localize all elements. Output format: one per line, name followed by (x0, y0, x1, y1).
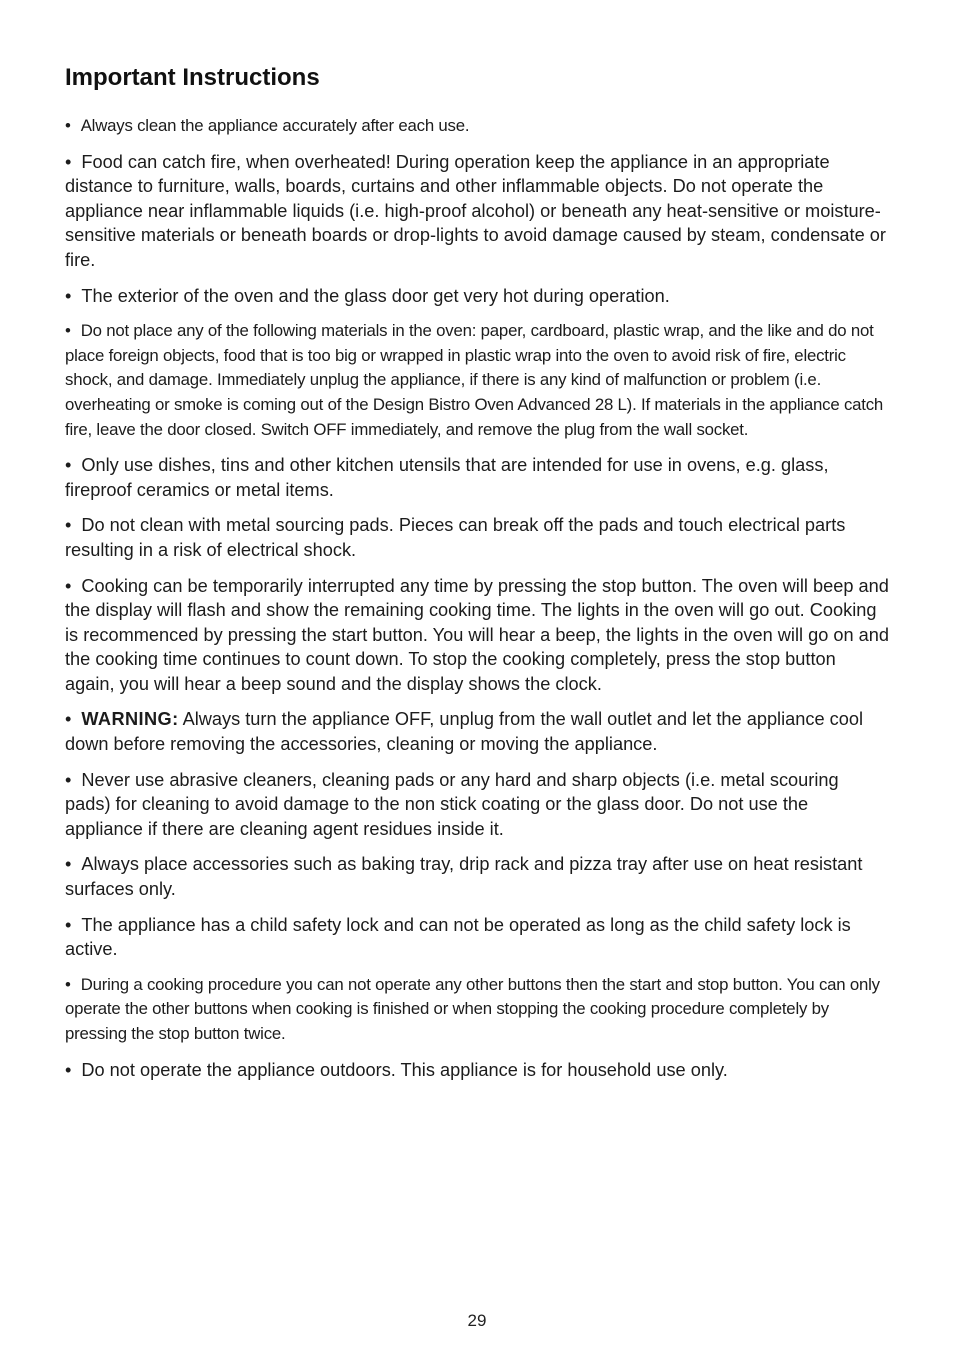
warning-text: Always turn the appliance OFF, unplug from the wall outlet and let the appliance cool down before removing the accessories, cleaning or moving the appliance. (65, 709, 863, 755)
list-item-text: Cooking can be temporarily interrupted any time by pressing the stop button. The oven will beep and the display will flash and show the remaining cooking time. The lights in the oven will go out. Cooking is recommenced by pressing the start button. You will hear a beep, the lights in the oven will go on and the cooking time continues to count down. To stop the cooking completely, press the stop button again, you will hear a beep sound and the display shows the clock. (65, 575, 889, 694)
bullet-marker: • (65, 709, 72, 730)
list-item (65, 852, 889, 901)
bullet-marker: • (65, 854, 72, 875)
list-item (65, 114, 889, 139)
list-item-text: Do not operate the appliance outdoors. This appliance is for household use only. (81, 1059, 728, 1080)
bullet-marker: • (65, 455, 72, 476)
list-item (65, 513, 889, 562)
list-item (65, 1058, 889, 1083)
bullet-marker: • (65, 914, 72, 935)
list-item-text: The appliance has a child safety lock and can not be operated as long as the child safety lock is active. (65, 914, 851, 960)
page-number: 29 (467, 1311, 487, 1330)
list-item-text: Only use dishes, tins and other kitchen utensils that are intended for use in ovens, e.g. glass, fireproof ceramics or metal items. (65, 455, 829, 500)
bullet-marker: • (65, 1059, 72, 1080)
page-title: Important Instructions (65, 64, 320, 91)
list-item-text: The exterior of the oven and the glass door get very hot during operation. (81, 285, 670, 306)
list-item (65, 284, 889, 309)
list-item (65, 319, 889, 442)
warning-label: WARNING: (81, 709, 179, 730)
bullet-marker: • (65, 321, 71, 341)
warning-item (65, 707, 889, 756)
list-item (65, 768, 889, 842)
list-item (65, 150, 889, 273)
bullet-marker: • (65, 285, 72, 306)
instructions-page (65, 62, 889, 1093)
list-item-text: During a cooking procedure you can not operate any other buttons then the start and stop button. You can only operate the other buttons when cooking is finished or when stopping the cooking procedure completely by pressing the stop button twice. (65, 974, 880, 1043)
list-item-text: Food can catch fire, when overheated! During operation keep the appliance in an appropriate distance to furniture, walls, boards, curtains and other inflammable objects. Do not operate the appliance near inflammable liquids (i.e. high-proof alcohol) or beneath any heat-sensitive or moisture-sensitive materials or beneath boards or drop-lights to avoid damage caused by steam, condensate or fire. (65, 151, 886, 270)
list-item-text: Never use abrasive cleaners, cleaning pads or any hard and sharp objects (i.e. metal scouring pads) for cleaning to avoid damage to the non stick coating or the glass door. Do not use the appliance if there are cleaning agent residues inside it. (65, 769, 839, 839)
list-item-text: Do not clean with metal sourcing pads. Pieces can break off the pads and touch electrical parts resulting in a risk of electrical shock. (65, 515, 846, 560)
list-item (65, 973, 889, 1047)
list-item-text: Do not place any of the following materials in the oven: paper, cardboard, plastic wrap, and the like and do not place foreign objects, food that is too big or wrapped in plastic wrap into the oven to avoid risk of fire, electric shock, and damage. Immediately unplug the appliance, if there is any kind of malfunction or problem (i.e. overheating or smoke is coming out of the Design Bistro Oven Advanced 28 L). If materials in the appliance catch fire, leave the door closed. Switch OFF immediately, and remove the plug from the wall socket. (65, 321, 884, 439)
list-item-text: Always place accessories such as baking tray, drip rack and pizza tray after use on heat resistant surfaces only. (65, 854, 863, 900)
bullet-marker: • (65, 515, 72, 536)
list-item (65, 913, 889, 962)
list-item (65, 574, 889, 697)
bullet-marker: • (65, 575, 72, 596)
list-item-text: Always clean the appliance accurately after each use. (80, 116, 470, 135)
bullet-marker: • (65, 116, 71, 135)
bullet-marker: • (65, 769, 72, 790)
bullet-marker: • (65, 151, 72, 172)
list-item (65, 453, 889, 502)
instruction-list (65, 114, 889, 1082)
bullet-marker: • (65, 974, 71, 994)
